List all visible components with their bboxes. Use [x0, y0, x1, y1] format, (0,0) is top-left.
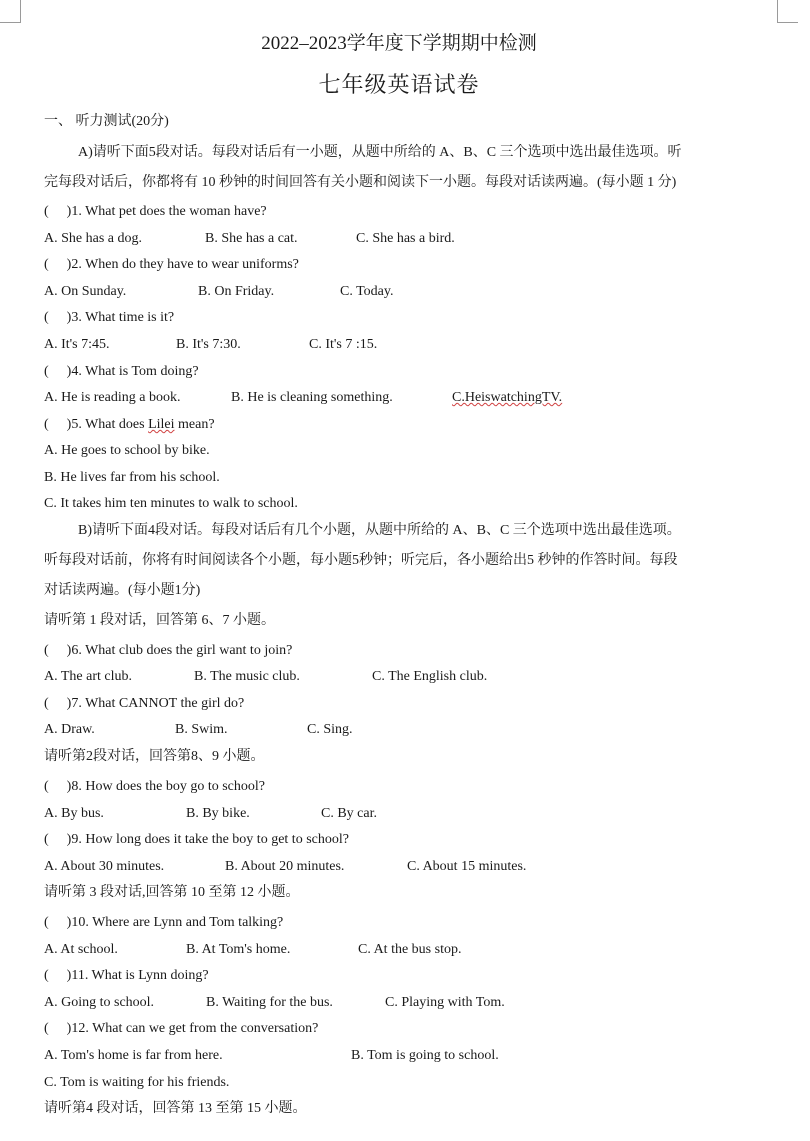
option-a: A. At school.	[44, 942, 118, 957]
question-9	[44, 830, 349, 850]
question-5	[44, 415, 215, 435]
option-a: A. Draw.	[44, 722, 95, 737]
option-b: B. Swim.	[175, 722, 228, 737]
option-c: C. About 15 minutes.	[407, 859, 527, 874]
option-a: A. Tom's home is far from here.	[44, 1048, 223, 1063]
option-c: C. The English club.	[372, 669, 488, 684]
option-a: A. The art club.	[44, 669, 132, 684]
option-b: B. Tom is going to school.	[351, 1048, 499, 1063]
question-11	[44, 966, 209, 986]
option-c: C.HeiswatchingTV.	[452, 390, 563, 405]
dialogue-2-instruction: 请听第2段对话，回答第8、9 小题。	[44, 749, 265, 764]
paren-open: (	[44, 968, 49, 983]
corner-mark-top-left	[0, 0, 21, 23]
option-b: B. At Tom's home.	[186, 942, 291, 957]
question-text-end: mean?	[174, 417, 215, 432]
paren-open: (	[44, 915, 49, 930]
option-b: B. By bike.	[186, 806, 250, 821]
paren-open: (	[44, 643, 49, 658]
option-a: A. On Sunday.	[44, 284, 127, 299]
option-a: A. It's 7:45.	[44, 337, 110, 352]
question-text: )6. What club does the girl want to join?	[66, 643, 293, 658]
option-c: C. By car.	[321, 806, 377, 821]
option-b: B. The music club.	[194, 669, 300, 684]
option-b: B. He lives far from his school.	[44, 470, 220, 485]
question-text: )12. What can we get from the conversation?	[66, 1021, 319, 1036]
question-text: )2. When do they have to wear uniforms?	[66, 257, 299, 272]
option-c: C. Sing.	[307, 722, 353, 737]
question-text: )3. What time is it?	[66, 310, 175, 325]
question-text: )8. How does the boy go to school?	[66, 779, 265, 794]
question-6	[44, 641, 292, 661]
paren-open: (	[44, 417, 49, 432]
option-c: C. Today.	[340, 284, 394, 299]
question-1	[44, 202, 267, 222]
exam-title: 2022–2023学年度下学期期中检测	[261, 33, 537, 54]
paren-open: (	[44, 364, 49, 379]
option-c: C. At the bus stop.	[358, 942, 462, 957]
paren-open: (	[44, 779, 49, 794]
paren-open: (	[44, 257, 49, 272]
question-2	[44, 255, 299, 275]
option-b: B. She has a cat.	[205, 231, 298, 246]
question-1-options	[44, 229, 142, 249]
option-b: B. It's 7:30.	[176, 337, 241, 352]
paren-open: (	[44, 832, 49, 847]
question-text: )1. What pet does the woman have?	[66, 204, 267, 219]
part-b-instruction-1: B)请听下面4段对话。每段对话后有几个小题，从题中所给的 A、B、C 三个选项中选出最佳选项。	[78, 523, 681, 538]
part-a-instruction-1: A)请听下面5段对话。每段对话后有一小题，从题中所给的 A、B、C 三个选项中选出最佳选项。听	[78, 145, 682, 160]
corner-mark-top-right	[777, 0, 798, 23]
option-c: C. Tom is waiting for his friends.	[44, 1075, 230, 1090]
option-a: A. He goes to school by bike.	[44, 443, 210, 458]
paren-open: (	[44, 310, 49, 325]
name-lilei: Lilei	[148, 417, 175, 432]
part-a-instruction-2: 完每段对话后，你都将有 10 秒钟的时间回答有关小题和阅读下一小题。每段对话读两遍。(每小题 1 分)	[44, 175, 677, 190]
option-b: B. He is cleaning something.	[231, 390, 393, 405]
question-12	[44, 1019, 318, 1039]
section-heading: 一、 听力测试(20分)	[44, 114, 169, 129]
question-text: )4. What is Tom doing?	[66, 364, 199, 379]
option-c: C. She has a bird.	[356, 231, 455, 246]
option-a: A. By bus.	[44, 806, 104, 821]
part-b-instruction-2: 听每段对话前，你将有时间阅读各个小题，每小题5秒钟；听完后，各小题给出5 秒钟的作答时间。每段	[44, 553, 678, 568]
option-b: B. On Friday.	[198, 284, 275, 299]
question-text: )9. How long does it take the boy to get to school?	[66, 832, 349, 847]
question-text: )10. Where are Lynn and Tom talking?	[66, 915, 284, 930]
question-7	[44, 694, 244, 714]
question-4	[44, 362, 199, 382]
question-text: )11. What is Lynn doing?	[66, 968, 209, 983]
option-a: A. He is reading a book.	[44, 390, 181, 405]
option-c: C. It takes him ten minutes to walk to school.	[44, 496, 298, 511]
dialogue-1-instruction: 请听第 1 段对话，回答第 6、7 小题。	[44, 613, 275, 628]
option-c: C. It's 7 :15.	[309, 337, 378, 352]
part-b-instruction-3: 对话读两遍。(每小题1分)	[44, 583, 201, 598]
option-a: A. She has a dog.	[44, 231, 142, 246]
question-8	[44, 777, 265, 797]
paren-open: (	[44, 204, 49, 219]
question-text: )7. What CANNOT the girl do?	[66, 696, 245, 711]
question-text: )5. What does	[66, 417, 149, 432]
option-c: C. Playing with Tom.	[385, 995, 505, 1010]
option-b: B. Waiting for the bus.	[206, 995, 333, 1010]
dialogue-3-instruction: 请听第 3 段对话,回答第 10 至第 12 小题。	[44, 885, 300, 900]
exam-subtitle: 七年级英语试卷	[318, 72, 480, 97]
question-10	[44, 913, 283, 933]
paren-open: (	[44, 1021, 49, 1036]
option-a: A. Going to school.	[44, 995, 155, 1010]
question-3	[44, 308, 174, 328]
dialogue-4-instruction: 请听第4 段对话，回答第 13 至第 15 小题。	[44, 1101, 307, 1116]
paren-open: (	[44, 696, 49, 711]
option-a: A. About 30 minutes.	[44, 859, 165, 874]
option-b: B. About 20 minutes.	[225, 859, 345, 874]
